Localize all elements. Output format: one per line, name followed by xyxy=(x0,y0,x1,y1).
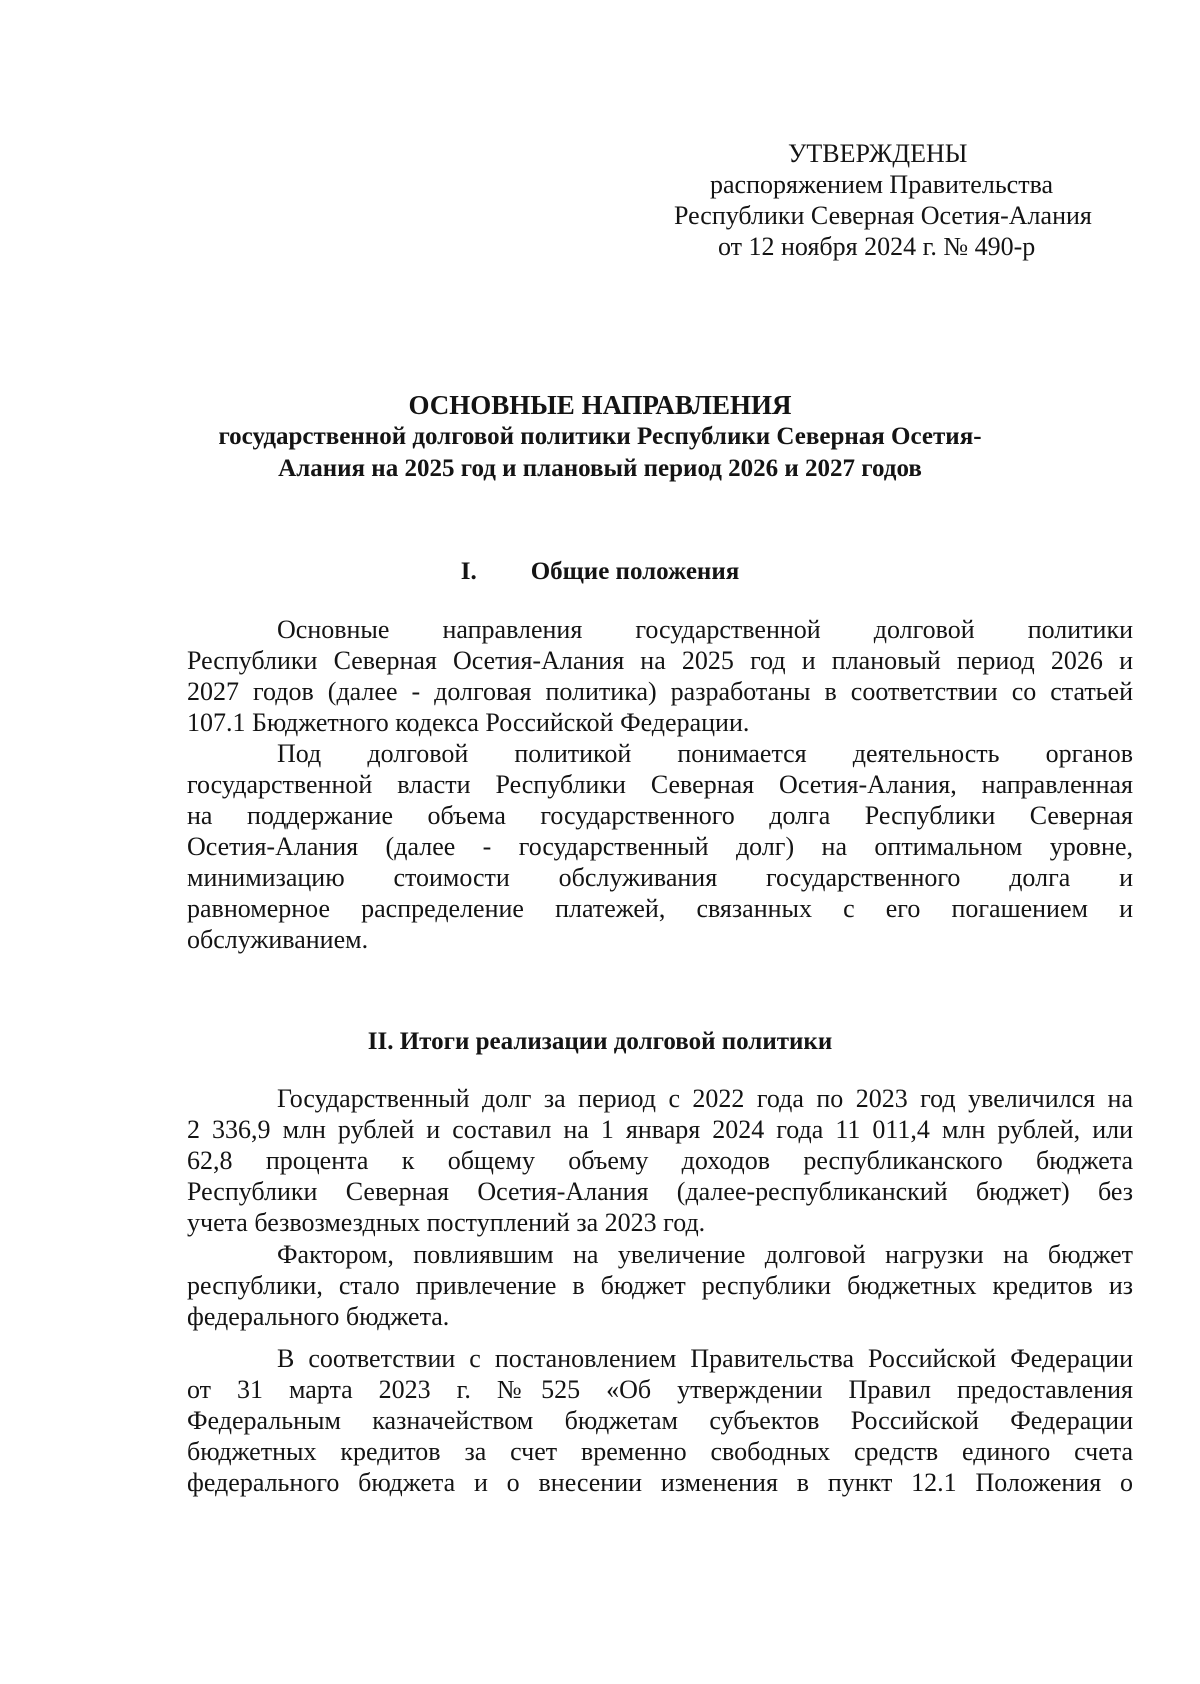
title-line-1: ОСНОВНЫЕ НАПРАВЛЕНИЯ xyxy=(408,390,792,420)
approval-republic: Республики Северная Осетия-Алания xyxy=(674,201,1092,230)
paragraph-line: 107.1 Бюджетного кодекса Российской Федерации. xyxy=(187,708,750,737)
section-2-paragraph-1 xyxy=(187,1083,1133,1238)
paragraph-line: В соответствии с постановлением Правительства Российской Федерации xyxy=(277,1344,1133,1373)
paragraph-line: Основные направления государственной долговой политики xyxy=(277,615,1133,644)
paragraph-line: равномерное распределение платежей, связанных с его погашением и xyxy=(187,894,1133,923)
paragraph-line: 2 336,9 млн рублей и составил на 1 января 2024 года 11 011,4 млн рублей, или xyxy=(187,1115,1133,1144)
approval-stamp xyxy=(660,138,1140,262)
paragraph-line: 2027 годов (далее - долговая политика) разработаны в соответствии со статьей xyxy=(187,677,1133,706)
section-1-paragraph-1 xyxy=(187,614,1133,738)
section-1-heading xyxy=(180,556,1020,588)
paragraph-line: Осетия-Алания (далее - государственный долг) на оптимальном уровне, xyxy=(187,832,1133,861)
title-line-3: Алания на 2025 год и плановый период 2026 и 2027 годов xyxy=(278,455,922,482)
paragraph-line: федерального бюджета и о внесении изменения в пункт 12.1 Положения о xyxy=(187,1468,1133,1497)
paragraph-line: Фактором, повлиявшим на увеличение долговой нагрузки на бюджет xyxy=(277,1240,1133,1269)
paragraph-line: бюджетных кредитов за счет временно свободных средств единого счета xyxy=(187,1437,1133,1466)
approval-authority: распоряжением Правительства xyxy=(710,170,1054,199)
section-2-paragraph-2 xyxy=(187,1239,1133,1332)
paragraph-line: федерального бюджета. xyxy=(187,1302,450,1331)
paragraph-line: учета безвозмездных поступлений за 2023 год. xyxy=(187,1208,706,1237)
section-2-heading: II. Итоги реализации долговой политики xyxy=(367,1028,833,1055)
paragraph-line: обслуживанием. xyxy=(187,925,369,954)
paragraph-line: Федеральным казначейством бюджетам субъектов Российской Федерации xyxy=(187,1406,1133,1435)
section-1-paragraph-2 xyxy=(187,738,1133,955)
paragraph-line: 62,8 процента к общему объему доходов республиканского бюджета xyxy=(187,1146,1133,1175)
paragraph-line: Под долговой политикой понимается деятельность органов xyxy=(277,739,1133,768)
paragraph-line: минимизацию стоимости обслуживания государственного долга и xyxy=(187,863,1133,892)
paragraph-line: государственной власти Республики Северная Осетия-Алания, направленная xyxy=(187,770,1133,799)
section-2-paragraph-3 xyxy=(187,1343,1133,1498)
approval-heading: УТВЕРЖДЕНЫ xyxy=(788,139,968,168)
section-1-number: I. xyxy=(460,558,477,585)
paragraph-line: Республики Северная Осетия-Алания (далее-республиканский бюджет) без xyxy=(187,1177,1133,1206)
paragraph-line: на поддержание объема государственного долга Республики Северная xyxy=(187,801,1133,830)
document-title xyxy=(180,389,1020,485)
title-line-2: государственной долговой политики Республики Северная Осетия- xyxy=(218,423,982,450)
paragraph-line: Государственный долг за период с 2022 года по 2023 год увеличился на xyxy=(277,1084,1133,1113)
paragraph-line: от 31 марта 2023 г. №525 «Об утверждении Правил предоставления xyxy=(187,1375,1133,1404)
approval-date-number: от 12 ноября 2024 г. № 490-р xyxy=(718,232,1036,261)
section-1-title: Общие положения xyxy=(530,558,740,585)
paragraph-line: Республики Северная Осетия-Алания на 2025 год и плановый период 2026 и xyxy=(187,646,1133,675)
paragraph-line: республики, стало привлечение в бюджет республики бюджетных кредитов из xyxy=(187,1271,1133,1300)
